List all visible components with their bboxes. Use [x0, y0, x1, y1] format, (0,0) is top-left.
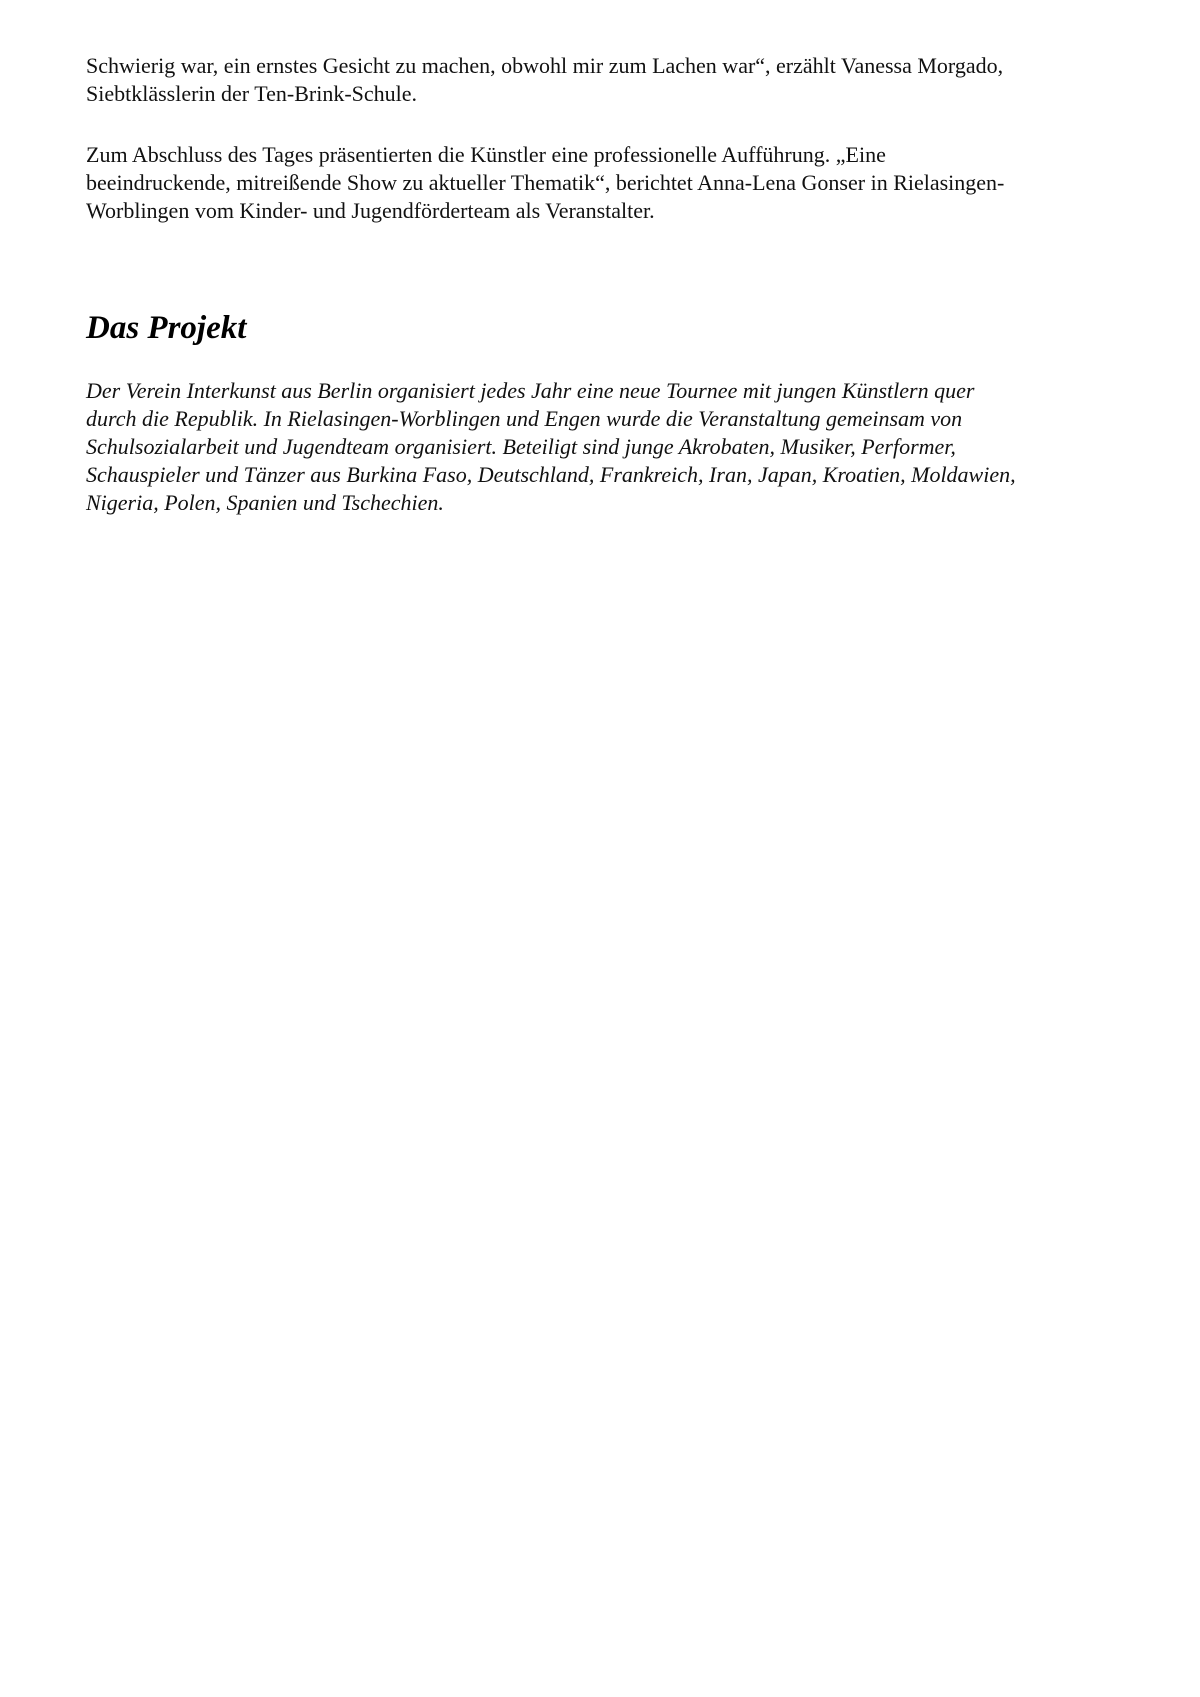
paragraph-closing-performance	[86, 141, 1146, 225]
text-line: Nigeria, Polen, Spanien und Tschechien.	[86, 490, 444, 515]
text-line: Der Verein Interkunst aus Berlin organisiert jedes Jahr eine neue Tournee mit jungen Künstlern quer	[86, 378, 975, 403]
text-line: beeindruckende, mitreißende Show zu aktueller Thematik“, berichtet Anna-Lena Gonser in Rielasingen-	[86, 170, 1005, 195]
text-line: Zum Abschluss des Tages präsentierten die Künstler eine professionelle Aufführung. „Eine	[86, 142, 886, 167]
text-line: Worblingen vom Kinder- und Jugendförderteam als Veranstalter.	[86, 198, 655, 223]
text-line: Schwierig war, ein ernstes Gesicht zu machen, obwohl mir zum Lachen war“, erzählt Vanessa Morgado,	[86, 53, 1004, 78]
section-heading: Das Projekt	[86, 310, 247, 346]
text-line: Schauspieler und Tänzer aus Burkina Faso, Deutschland, Frankreich, Iran, Japan, Kroatien, Moldawien,	[86, 462, 1016, 487]
project-description	[86, 377, 1146, 517]
text-line: Schulsozialarbeit und Jugendteam organisiert. Beteiligt sind junge Akrobaten, Musiker, Performer,	[86, 434, 956, 459]
text-line: Siebtklässlerin der Ten-Brink-Schule.	[86, 81, 418, 106]
text-line: durch die Republik. In Rielasingen-Worblingen und Engen wurde die Veranstaltung gemeinsam von	[86, 406, 963, 431]
paragraph-quote-ending	[86, 52, 1146, 108]
